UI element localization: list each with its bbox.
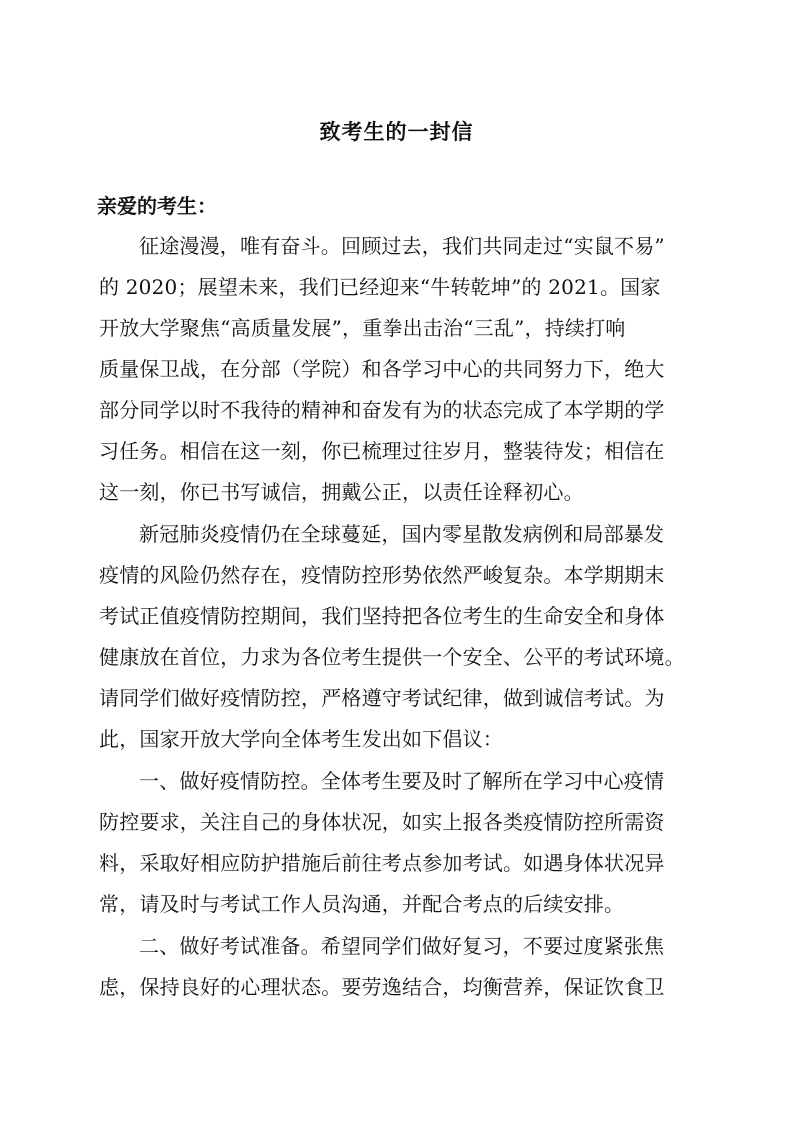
paragraph-line: 征途漫漫，唯有奋斗。回顾过去，我们共同走过“实鼠不易” [139,234,665,258]
document-title: 致考生的一封信 [319,119,474,144]
paragraph-line: 质量保卫战，在分部（学院）和各学习中心的共同努力下，绝大 [99,357,665,381]
paragraph-line: 的 2020；展望未来，我们已经迎来“牛转乾坤”的 2021。国家 [99,275,661,299]
salutation: 亲爱的考生： [97,194,217,218]
paragraph-line: 料，采取好相应防护措施后前往考点参加考试。如遇身体状况异 [99,851,665,875]
paragraph-line: 此，国家开放大学向全体考生发出如下倡议： [99,727,503,751]
paragraph-line: 一、做好疫情防控。全体考生要及时了解所在学习中心疫情 [139,769,665,793]
paragraph-line: 常，请及时与考试工作人员沟通，并配合考点的后续安排。 [99,892,625,916]
paragraph-line: 防控要求，关注自己的身体状况，如实上报各类疫情防控所需资 [99,810,665,834]
paragraph-line: 疫情的风险仍然存在，疫情防控形势依然严峻复杂。本学期期末 [99,563,665,587]
paragraph-line: 考试正值疫情防控期间，我们坚持把各位考生的生命安全和身体 [99,604,665,628]
paragraph-line: 习任务。相信在这一刻，你已梳理过往岁月，整装待发；相信在 [99,439,665,463]
paragraph-line: 健康放在首位，力求为各位考生提供一个安全、公平的考试环境。 [99,645,685,669]
paragraph-line: 新冠肺炎疫情仍在全球蔓延，国内零星散发病例和局部暴发 [139,522,665,546]
paragraph-line: 这一刻，你已书写诚信，拥戴公正，以责任诠释初心。 [99,480,584,504]
paragraph-line: 部分同学以时不我待的精神和奋发有为的状态完成了本学期的学 [99,398,665,422]
paragraph-line: 请同学们做好疫情防控，严格遵守考试纪律，做到诚信考试。为 [99,686,665,710]
paragraph-line: 开放大学聚焦“高质量发展”，重拳出击治“三乱”，持续打响 [99,316,626,340]
paragraph-line: 虑，保持良好的心理状态。要劳逸结合，均衡营养，保证饮食卫 [99,975,665,999]
paragraph-line: 二、做好考试准备。希望同学们做好复习，不要过度紧张焦 [139,934,665,958]
